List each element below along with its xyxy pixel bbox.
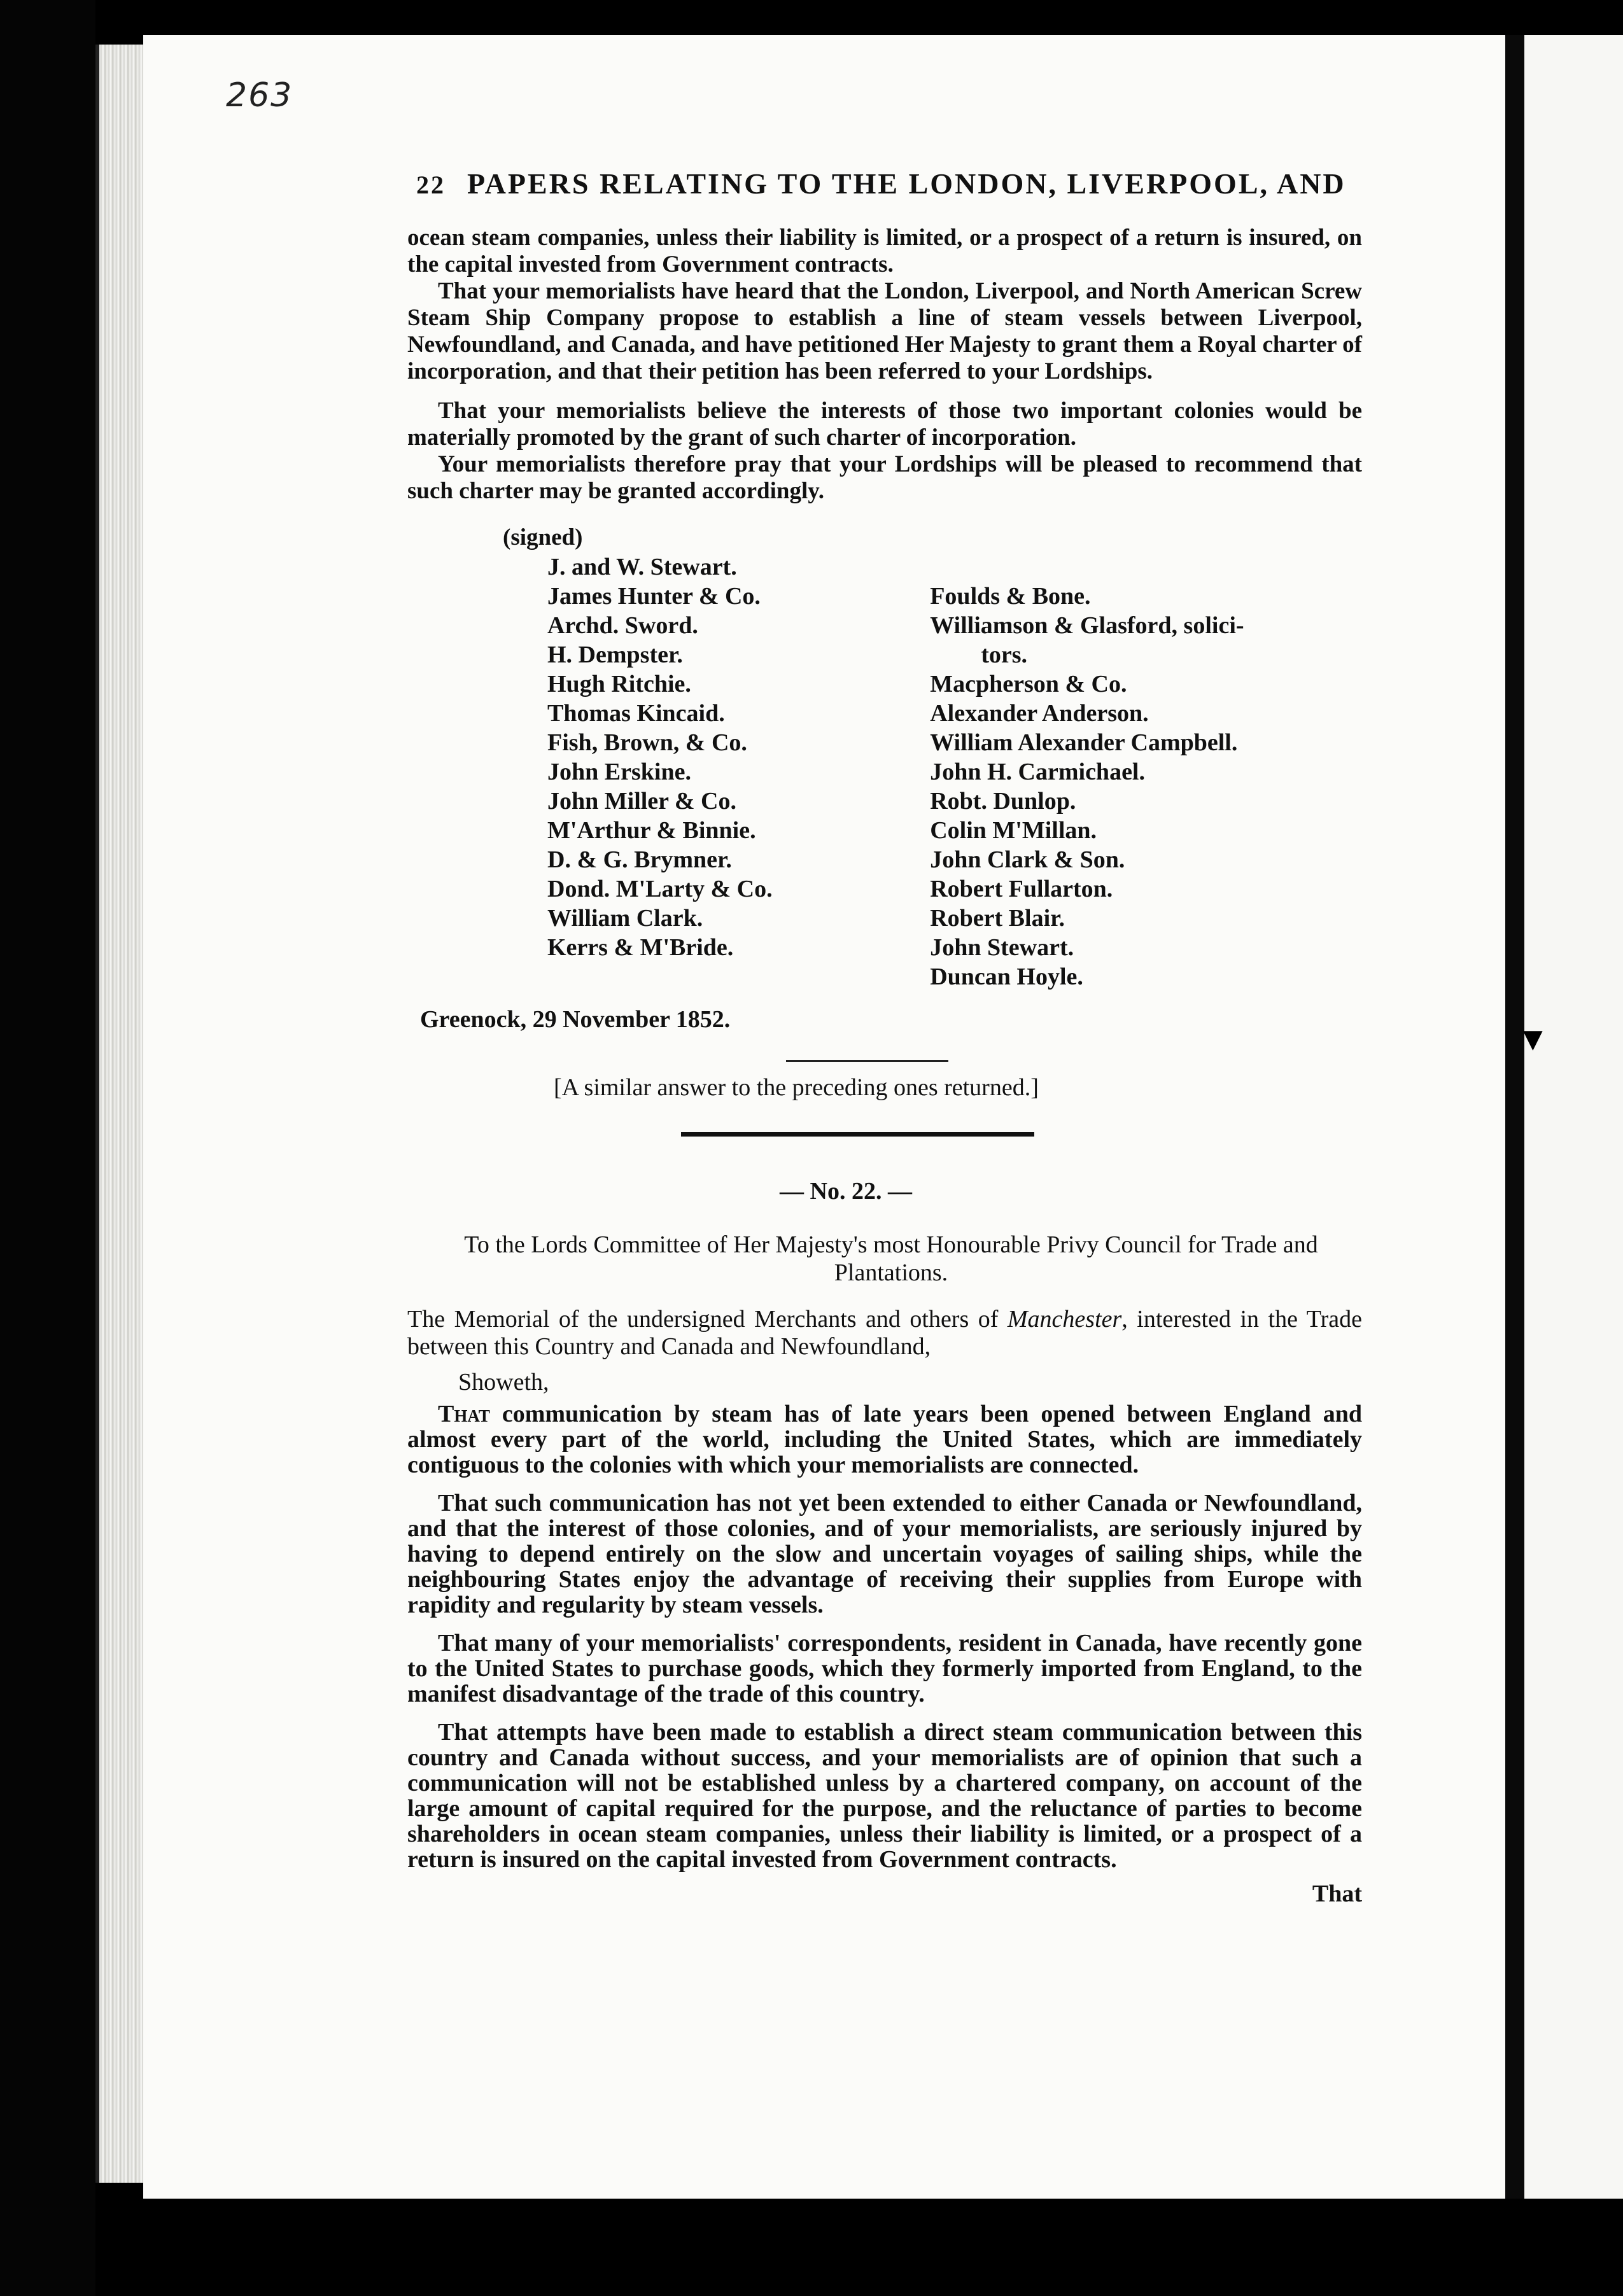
signatory: John Clark & Son. (930, 846, 1125, 873)
paragraph: Your memorialists therefore pray that your Lordships will be pleased to recommend that such charter may be granted accordingly. (407, 451, 1362, 504)
handwritten-folio-number: 263 (226, 76, 293, 115)
running-head (416, 167, 1362, 200)
paragraph: That many of your memorialists' correspondents, resident in Canada, have recently gone to the United States to purchase goods, which they formerly imported from England, to the manifest disadvantage of the trade of this country. (407, 1630, 1362, 1707)
paragraph-text: communication by steam has of late years been opened between England and almost every part of the world, including the United States, which are immediately contiguous to the colonies with which your memorialists are connected. (407, 1401, 1362, 1478)
scan-border-left (0, 0, 95, 2296)
paragraph (407, 1401, 1362, 1478)
signatory: M'Arthur & Binnie. (547, 817, 756, 844)
signatory: Colin M'Millan. (930, 817, 1097, 844)
signatures-right-column (930, 582, 1362, 991)
scan-border-bottom (95, 2199, 1623, 2296)
signatory: Robert Fullarton. (930, 876, 1113, 902)
signatory: Alexander Anderson. (930, 700, 1149, 727)
signatory: Foulds & Bone. (930, 583, 1091, 610)
signatory: James Hunter & Co. (547, 583, 761, 610)
signatory: Hugh Ritchie. (547, 671, 691, 697)
signatory: John H. Carmichael. (930, 759, 1145, 785)
signatory: D. & G. Brymner. (547, 846, 732, 873)
signatory: William Alexander Campbell. (930, 729, 1238, 756)
running-head-title: PAPERS RELATING TO THE LONDON, LIVERPOOL, AND (467, 167, 1346, 200)
signatory: John Erskine. (547, 759, 691, 785)
page-gutter (1505, 35, 1524, 2237)
catchword: That (1312, 1880, 1362, 1907)
signatory: John Stewart. (930, 934, 1074, 961)
signatory: Macpherson & Co. (930, 671, 1127, 697)
paragraph-continued: ocean steam companies, unless their liability is limited, or a prospect of a return is insured, on the capital invested from Government contracts. (407, 225, 1362, 277)
signatory: Duncan Hoyle. (930, 963, 1083, 990)
page-number: 22 (416, 171, 446, 199)
memorial-place: Manchester (1007, 1306, 1122, 1333)
signatory: Robert Blair. (930, 905, 1065, 932)
place-and-date: Greenock, 29 November 1852. (420, 1006, 731, 1033)
signatures-left-column (547, 552, 930, 991)
section-number: — No. 22. — (780, 1178, 912, 1205)
memorial-text-after: , interested in the Trade between this Country and Canada and Newfoundland, (407, 1306, 1362, 1360)
page-content (407, 167, 1362, 1908)
signatory: Robt. Dunlop. (930, 788, 1076, 815)
signatory: William Clark. (547, 905, 703, 932)
signatory: Williamson & Glasford, solici- (930, 612, 1244, 639)
paragraph: That such communication has not yet been extended to either Canada or Newfoundland, and that the interest of those colonies, and of your memorialists, are seriously injured by having to depend entirely on the slow and uncertain voyages of sailing ships, while the neighbouring States enjoy the advantage of receiving their supplies from Europe with rapidity and regularity by steam vessels. (407, 1490, 1362, 1618)
arrow-marker-icon: ▼ (1523, 1025, 1543, 1054)
paragraph: That attempts have been made to establish a direct steam communication between this country and Canada without success, and your memorialists are of opinion that such a communication will not be established unless by a chartered company, on account of the large amount of capital required for the purpose, and the reluctance of parties to become shareholders in ocean steam companies, unless their liability is limited, or a prospect of a return is insured on the capital invested from Government contracts. (407, 1719, 1362, 1873)
signed-label: (signed) (503, 524, 583, 550)
paragraph: That your memorialists believe the interests of those two important colonies would be materially promoted by the grant of such charter of incorporation. (407, 398, 1362, 451)
signatures (407, 552, 1362, 991)
paragraph-lead-word: That (438, 1401, 490, 1427)
signatory: J. and W. Stewart. (547, 554, 737, 580)
memorial-text-before: The Memorial of the undersigned Merchants and others of (407, 1306, 1008, 1333)
signatory: Archd. Sword. (547, 612, 698, 639)
signatory: Thomas Kincaid. (547, 700, 725, 727)
editorial-note: [A similar answer to the preceding ones returned.] (554, 1074, 1039, 1101)
divider-long (681, 1132, 1034, 1137)
memorial-body (407, 1401, 1362, 1872)
signatory: Kerrs & M'Bride. (547, 934, 734, 961)
address-heading: To the Lords Committee of Her Majesty's most Honourable Privy Council for Trade and Plantations. (464, 1231, 1318, 1286)
signatory: John Miller & Co. (547, 788, 736, 815)
paragraph: That your memorialists have heard that the London, Liverpool, and North American Screw Steam Ship Company propose to establish a line of steam vessels between Liverpool, Newfoundland, and Canada, and have petitioned Her Majesty to grant them a Royal charter of incorporation, and that their petition has been referred to your Lordships. (407, 278, 1362, 384)
signatory: H. Dempster. (547, 641, 683, 668)
showeth: Showeth, (458, 1369, 549, 1396)
signatory: Dond. M'Larty & Co. (547, 876, 773, 902)
book-page-edges (95, 45, 150, 2183)
memorial-heading (407, 1306, 1362, 1361)
signatory: Fish, Brown, & Co. (547, 729, 747, 756)
facing-page-edge (1524, 35, 1623, 2237)
divider-short (786, 1060, 948, 1062)
signatory-continued: tors. (981, 641, 1028, 668)
